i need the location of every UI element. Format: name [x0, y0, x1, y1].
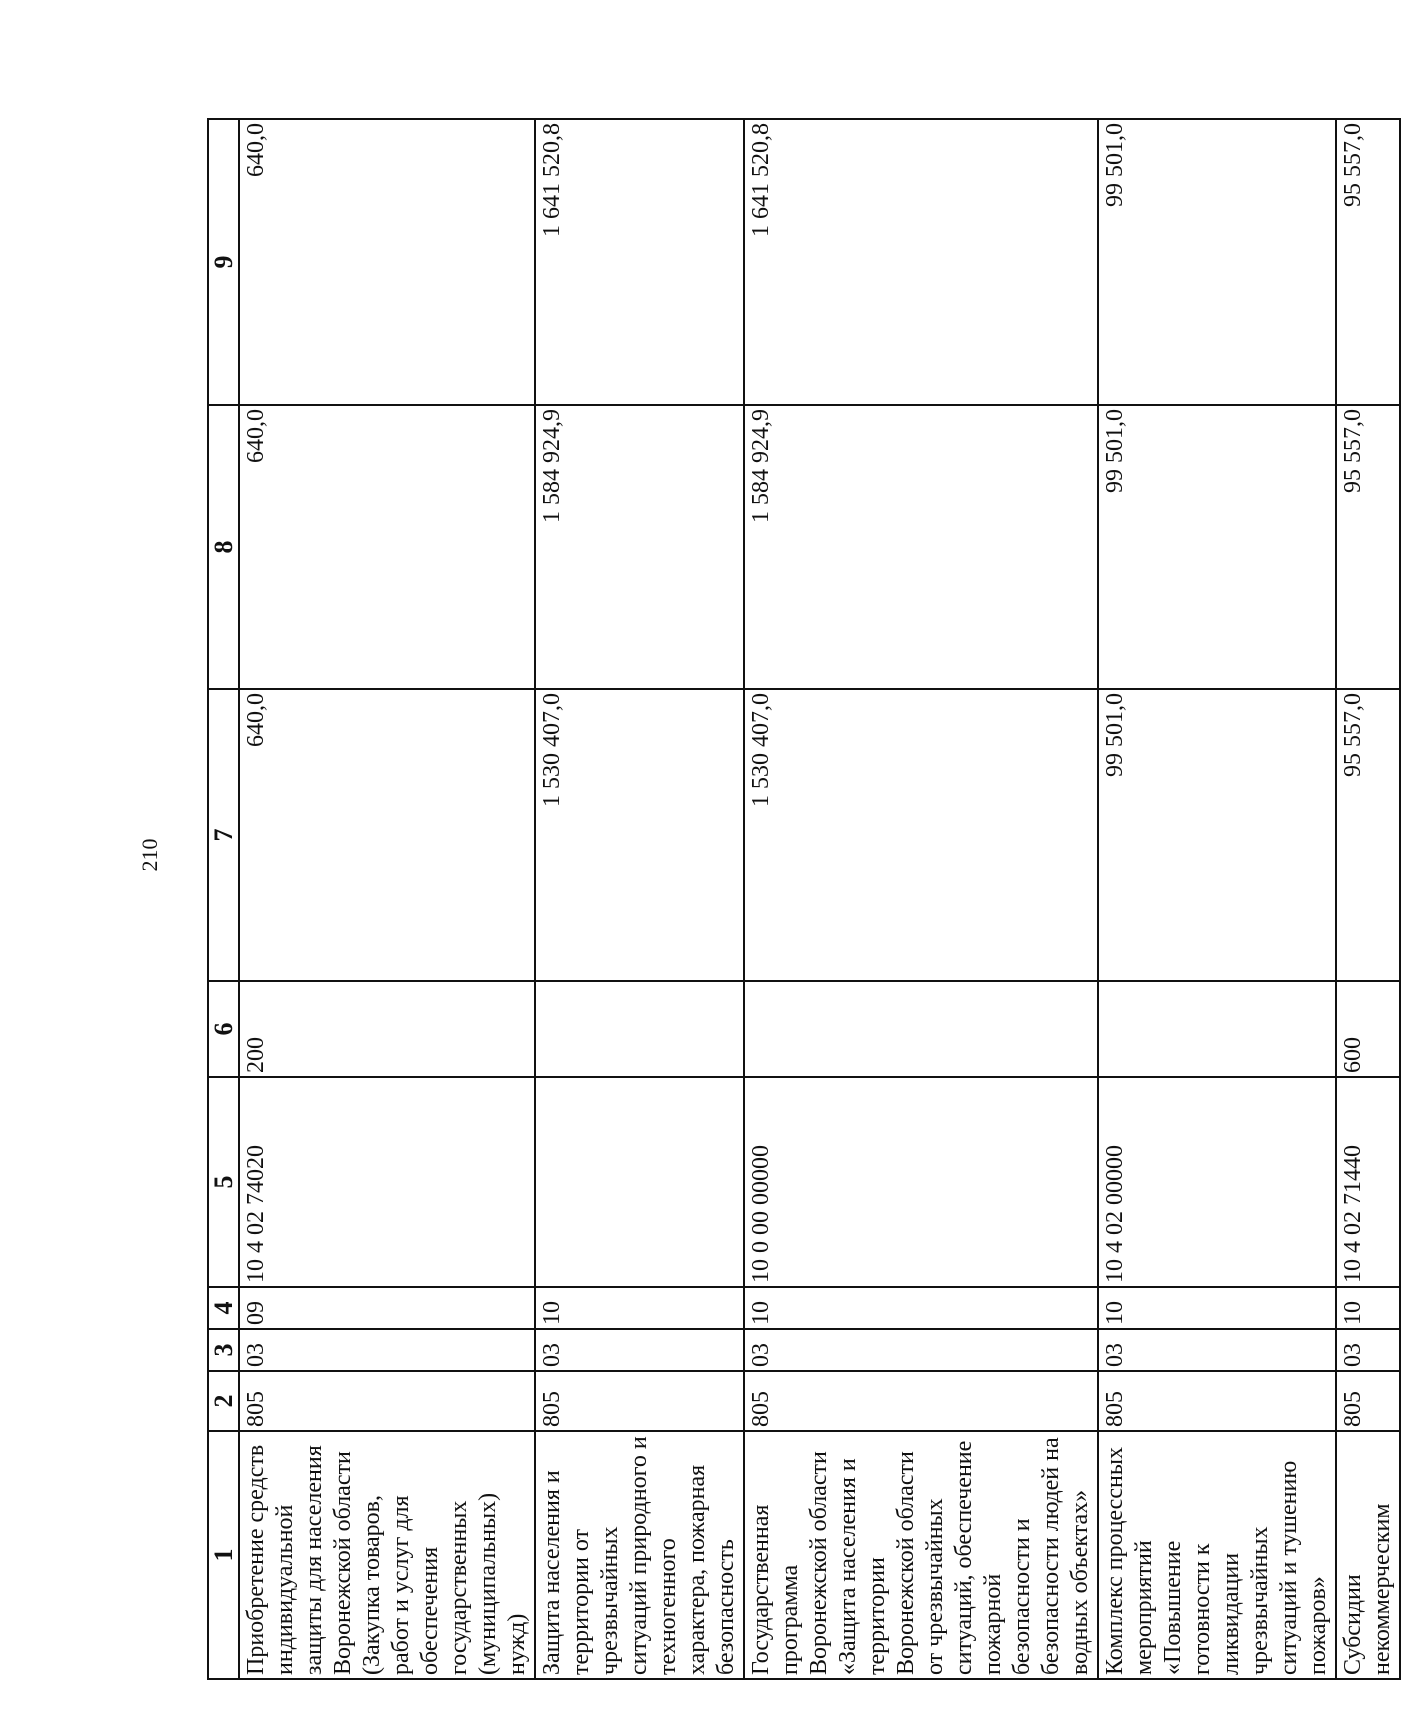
amount-col9-cell: 1 641 520,8 — [535, 119, 744, 405]
gr-cell: 805 — [1098, 1371, 1336, 1431]
vr-cell: 600 — [1336, 981, 1400, 1077]
pr-cell: 10 — [535, 1287, 744, 1329]
gr-cell: 805 — [239, 1371, 535, 1431]
amount-col8-cell: 1 584 924,9 — [535, 405, 744, 689]
rz-cell: 03 — [744, 1329, 1098, 1371]
column-header: 9 — [208, 119, 239, 405]
pr-cell: 10 — [1098, 1287, 1336, 1329]
row-name-cell: Государственная программа Воронежской области «Защита населения и территории Воронежской области от чрезвычайных ситуаций, обеспечение пожарной безопасности и безопасности людей на водных объектах» — [744, 1431, 1098, 1679]
amount-col9-cell: 99 501,0 — [1098, 119, 1336, 405]
row-name-cell: Защита населения и территории от чрезвычайных ситуаций природного и техногенного характера, пожарная безопасность — [535, 1431, 744, 1679]
page-number: 210 — [137, 838, 162, 872]
table-row — [744, 119, 1098, 1679]
rz-cell: 03 — [239, 1329, 535, 1371]
table-row — [1098, 119, 1336, 1679]
column-header: 5 — [208, 1077, 239, 1287]
amount-col8-cell: 95 557,0 — [1336, 405, 1400, 689]
row-name-cell: Приобретение средств индивидуальной защиты для населения Воронежской области (Закупка товаров, работ и услуг для обеспечения государственных (муниципальных) нужд) — [239, 1431, 535, 1679]
gr-cell: 805 — [535, 1371, 744, 1431]
rz-cell: 03 — [1098, 1329, 1336, 1371]
pr-cell: 09 — [239, 1287, 535, 1329]
rotated-table-container — [207, 120, 1395, 1680]
column-header: 3 — [208, 1329, 239, 1371]
column-header: 7 — [208, 689, 239, 981]
rz-cell: 03 — [1336, 1329, 1400, 1371]
csr-cell: 10 0 00 00000 — [744, 1077, 1098, 1287]
amount-col9-cell: 1 641 520,8 — [744, 119, 1098, 405]
pr-cell: 10 — [744, 1287, 1098, 1329]
amount-col7-cell: 640,0 — [239, 689, 535, 981]
amount-col7-cell: 99 501,0 — [1098, 689, 1336, 981]
amount-col9-cell: 640,0 — [239, 119, 535, 405]
gr-cell: 805 — [1336, 1371, 1400, 1431]
csr-cell — [535, 1077, 744, 1287]
table-row — [239, 119, 535, 1679]
column-header: 4 — [208, 1287, 239, 1329]
csr-cell: 10 4 02 71440 — [1336, 1077, 1400, 1287]
column-header: 8 — [208, 405, 239, 689]
rz-cell: 03 — [535, 1329, 744, 1371]
amount-col8-cell: 640,0 — [239, 405, 535, 689]
table-header-row — [208, 119, 239, 1679]
row-name-cell: Субсидии некоммерческим — [1336, 1431, 1400, 1679]
amount-col7-cell: 1 530 407,0 — [535, 689, 744, 981]
amount-col8-cell: 1 584 924,9 — [744, 405, 1098, 689]
amount-col8-cell: 99 501,0 — [1098, 405, 1336, 689]
vr-cell — [535, 981, 744, 1077]
table-row — [1336, 119, 1400, 1679]
column-header: 1 — [208, 1431, 239, 1679]
csr-cell: 10 4 02 00000 — [1098, 1077, 1336, 1287]
pr-cell: 10 — [1336, 1287, 1400, 1329]
table-row — [535, 119, 744, 1679]
csr-cell: 10 4 02 74020 — [239, 1077, 535, 1287]
amount-col9-cell: 95 557,0 — [1336, 119, 1400, 405]
amount-col7-cell: 1 530 407,0 — [744, 689, 1098, 981]
budget-table — [207, 118, 1401, 1680]
vr-cell — [1098, 981, 1336, 1077]
row-name-cell: Комплекс процессных мероприятий «Повышение готовности к ликвидации чрезвычайных ситуаций и тушению пожаров» — [1098, 1431, 1336, 1679]
column-header: 6 — [208, 981, 239, 1077]
gr-cell: 805 — [744, 1371, 1098, 1431]
vr-cell — [744, 981, 1098, 1077]
column-header: 2 — [208, 1371, 239, 1431]
vr-cell: 200 — [239, 981, 535, 1077]
amount-col7-cell: 95 557,0 — [1336, 689, 1400, 981]
